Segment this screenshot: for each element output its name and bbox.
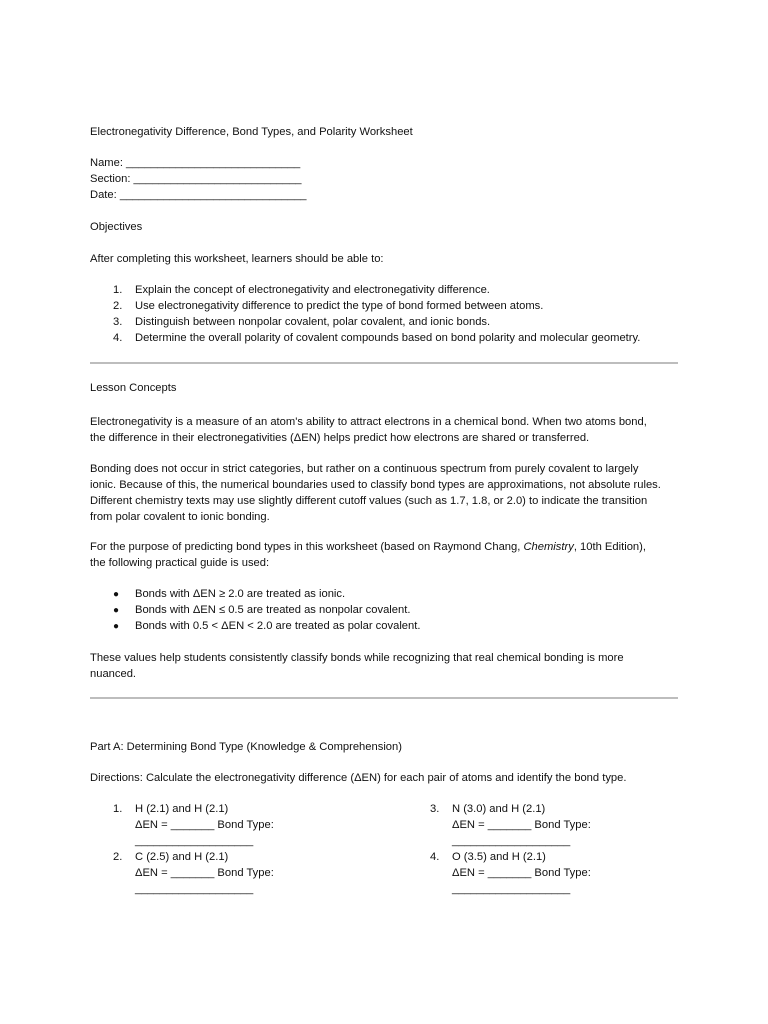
lesson-paragraph-line: Different chemistry texts may use slightly different cutoff values (such as 1.7, 1.8, or 2.0) to indicate the transition [90, 495, 648, 507]
name-field: Name: ____________________________ [90, 157, 301, 169]
reference-text-pre: For the purpose of predicting bond types in this worksheet (based on Raymond Chang, [90, 541, 524, 553]
question-number: 4. [430, 851, 440, 863]
question-pair: C (2.5) and H (2.1) [135, 851, 229, 863]
part-a-directions: Directions: Calculate the electronegativity difference (ΔEN) for each pair of atoms and identify the bond type. [90, 772, 627, 784]
section-divider [90, 697, 678, 699]
objective-text: Distinguish between nonpolar covalent, polar covalent, and ionic bonds. [135, 316, 491, 328]
question-blank: ___________________ [135, 834, 254, 847]
question-blank: ___________________ [452, 882, 571, 895]
part-a-heading: Part A: Determining Bond Type (Knowledge & Comprehension) [90, 741, 402, 753]
question-answer-line: ΔEN = _______ Bond Type: [452, 866, 591, 879]
objective-number: 1. [113, 284, 123, 296]
worksheet-title: Electronegativity Difference, Bond Types, and Polarity Worksheet [90, 126, 413, 138]
objectives-intro: After completing this worksheet, learners should be able to: [90, 253, 384, 265]
objective-number: 4. [113, 332, 123, 344]
section-divider [90, 362, 678, 364]
bullet-text: Bonds with ΔEN ≤ 0.5 are treated as nonpolar covalent. [135, 604, 411, 616]
objective-number: 3. [113, 316, 123, 328]
question-blank: ___________________ [135, 882, 254, 895]
bullet-icon: ● [113, 621, 120, 632]
question-pair: N (3.0) and H (2.1) [452, 803, 546, 815]
question-number: 3. [430, 803, 440, 815]
question-answer-line: ΔEN = _______ Bond Type: [135, 818, 274, 831]
lesson-paragraph-line: Electronegativity is a measure of an atom's ability to attract electrons in a chemical bond. When two atoms bond, [90, 416, 647, 428]
bullet-icon: ● [113, 605, 120, 616]
lesson-paragraph-line [90, 540, 646, 556]
lesson-paragraph-line: ionic. Because of this, the numerical boundaries used to classify bond types are approximations, not absolute rules. [90, 479, 661, 491]
objective-number: 2. [113, 300, 123, 312]
lesson-paragraph-line: nuanced. [90, 668, 137, 680]
question-answer-line: ΔEN = _______ Bond Type: [452, 818, 591, 831]
reference-text-post: , 10th Edition), [573, 541, 646, 553]
section-field: Section: ___________________________ [90, 173, 302, 185]
reference-book-title: Chemistry [523, 541, 574, 553]
bullet-text: Bonds with 0.5 < ΔEN < 2.0 are treated as polar covalent. [135, 620, 421, 632]
date-field: Date: ______________________________ [90, 189, 307, 201]
lesson-paragraph-line: the following practical guide is used: [90, 557, 270, 569]
objective-text: Determine the overall polarity of covalent compounds based on bond polarity and molecular geometry. [135, 332, 641, 344]
lesson-heading: Lesson Concepts [90, 382, 177, 394]
question-blank: ___________________ [452, 834, 571, 847]
bullet-icon: ● [113, 589, 120, 600]
lesson-paragraph-line: the difference in their electronegativities (ΔEN) helps predict how electrons are shared or transferred. [90, 432, 590, 444]
lesson-paragraph-line: These values help students consistently classify bonds while recognizing that real chemical bonding is more [90, 652, 624, 664]
lesson-paragraph-line: Bonding does not occur in strict categories, but rather on a continuous spectrum from purely covalent to largely [90, 463, 639, 475]
question-pair: H (2.1) and H (2.1) [135, 803, 229, 815]
question-number: 2. [113, 851, 123, 863]
lesson-paragraph-line: from polar covalent to ionic bonding. [90, 511, 270, 523]
question-answer-line: ΔEN = _______ Bond Type: [135, 866, 274, 879]
objectives-heading: Objectives [90, 221, 143, 233]
question-number: 1. [113, 803, 123, 815]
objective-text: Explain the concept of electronegativity and electronegativity difference. [135, 284, 490, 296]
bullet-text: Bonds with ΔEN ≥ 2.0 are treated as ionic. [135, 588, 346, 600]
objective-text: Use electronegativity difference to predict the type of bond formed between atoms. [135, 300, 544, 312]
question-pair: O (3.5) and H (2.1) [452, 851, 546, 863]
